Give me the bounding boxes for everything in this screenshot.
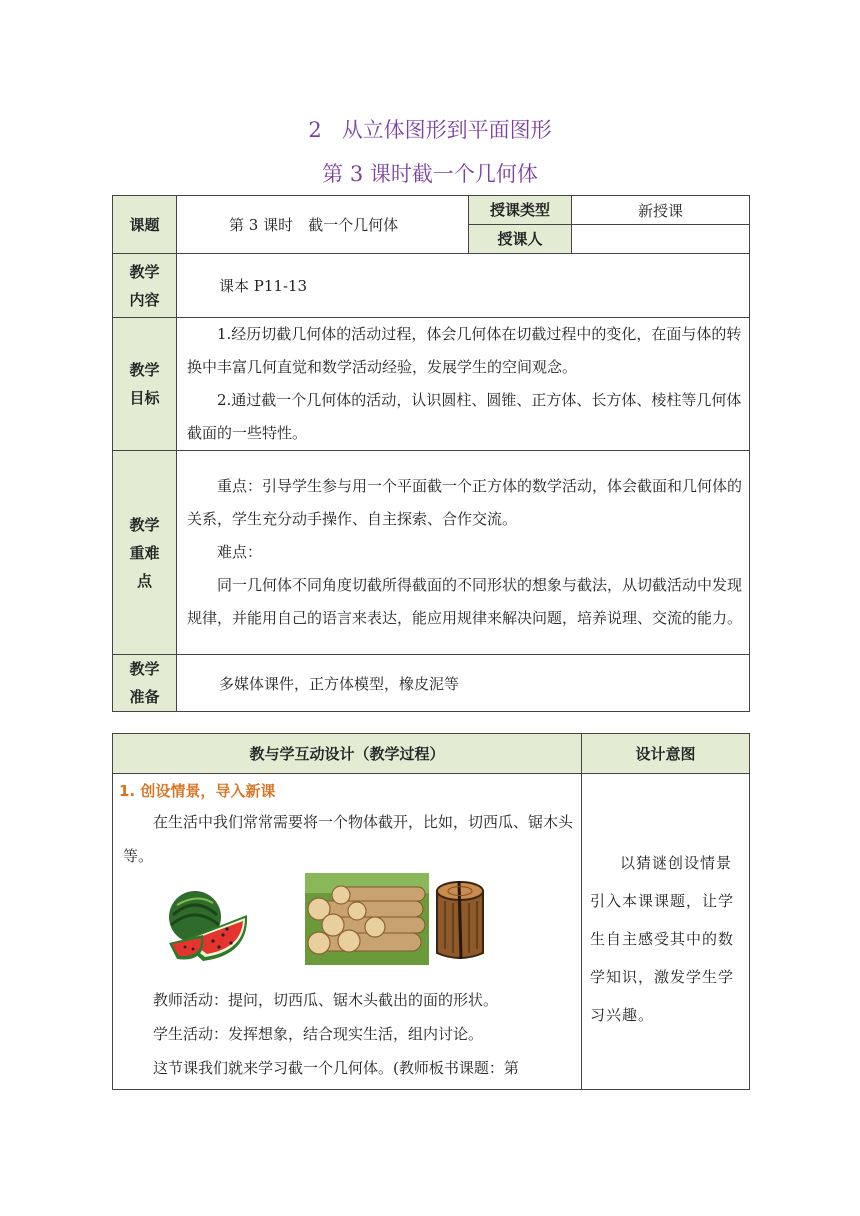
intent-text: 以猜谜创设情景引入本课课题，让学生自主感受其中的数学知识，激发学生学习兴趣。	[590, 854, 735, 1024]
teacher-activity: 教师活动：提问，切西瓜、锯木头截出的面的形状。	[153, 991, 499, 1009]
goals-label: 教学 目标	[113, 318, 177, 451]
prep-value: 多媒体课件，正方体模型，橡皮泥等	[177, 655, 750, 712]
goals-cell	[177, 318, 750, 451]
intent-header: 设计意图	[582, 734, 750, 774]
topic-label: 课题	[113, 196, 177, 254]
watermelon-image	[163, 885, 253, 965]
difficulty-text: 同一几何体不同角度切截所得截面的不同形状的想象与截法，从切截活动中发现规律，并能用自己的语言来表达，能应用规律来解决问题，培养说理、交流的能力。	[187, 576, 743, 627]
process-cell	[113, 774, 582, 1090]
type-value: 新授课	[572, 196, 750, 225]
process-header: 教与学互动设计（教学过程）	[113, 734, 582, 774]
teacher-value	[572, 225, 750, 254]
content-value: 课本 P11-13	[177, 254, 750, 318]
lesson-title: 第 3 课时截一个几何体	[322, 162, 538, 186]
keys-cell	[177, 451, 750, 655]
student-activity: 学生活动：发挥想象，结合现实生活，组内讨论。	[153, 1025, 484, 1043]
prep-label: 教学 准备	[113, 655, 177, 712]
topic-value: 第 3 课时 截一个几何体	[177, 196, 469, 254]
keys-label: 教学 重难 点	[113, 451, 177, 655]
teaching-process-table	[112, 733, 750, 1090]
step-1-title: 1. 创设情景，导入新课	[119, 782, 276, 800]
type-label: 授课类型	[469, 196, 572, 225]
chapter-number: 2	[308, 118, 322, 142]
wood-stump-image	[431, 877, 489, 963]
difficulty-label: 难点：	[217, 543, 263, 561]
goal-2: 2.通过截一个几何体的活动，认识圆柱、圆锥、正方体、长方体、棱柱等几何体截面的一些特性。	[187, 391, 742, 442]
logs-image	[305, 873, 429, 965]
content-label: 教学 内容	[113, 254, 177, 318]
key-point: 重点：引导学生参与用一个平面截一个正方体的数学活动，体会截面和几何体的关系，学生充分动手操作、自主探索、合作交流。	[187, 477, 743, 528]
lesson-info-table	[112, 195, 750, 712]
chapter-title	[0, 114, 860, 144]
lesson-intro: 这节课我们就来学习截一个几何体。(教师板书课题：第	[153, 1059, 519, 1077]
teacher-label: 授课人	[469, 225, 572, 254]
intent-cell	[582, 774, 750, 1090]
chapter-name: 从立体图形到平面图形	[341, 118, 552, 142]
illustrations	[113, 873, 581, 983]
step-1-intro: 在生活中我们常常需要将一个物体截开，比如，切西瓜、锯木头等。	[123, 813, 574, 865]
goal-1: 1.经历切截几何体的活动过程，体会几何体在切截过程中的变化，在面与体的转换中丰富几何直觉和数学活动经验，发展学生的空间观念。	[187, 325, 742, 376]
